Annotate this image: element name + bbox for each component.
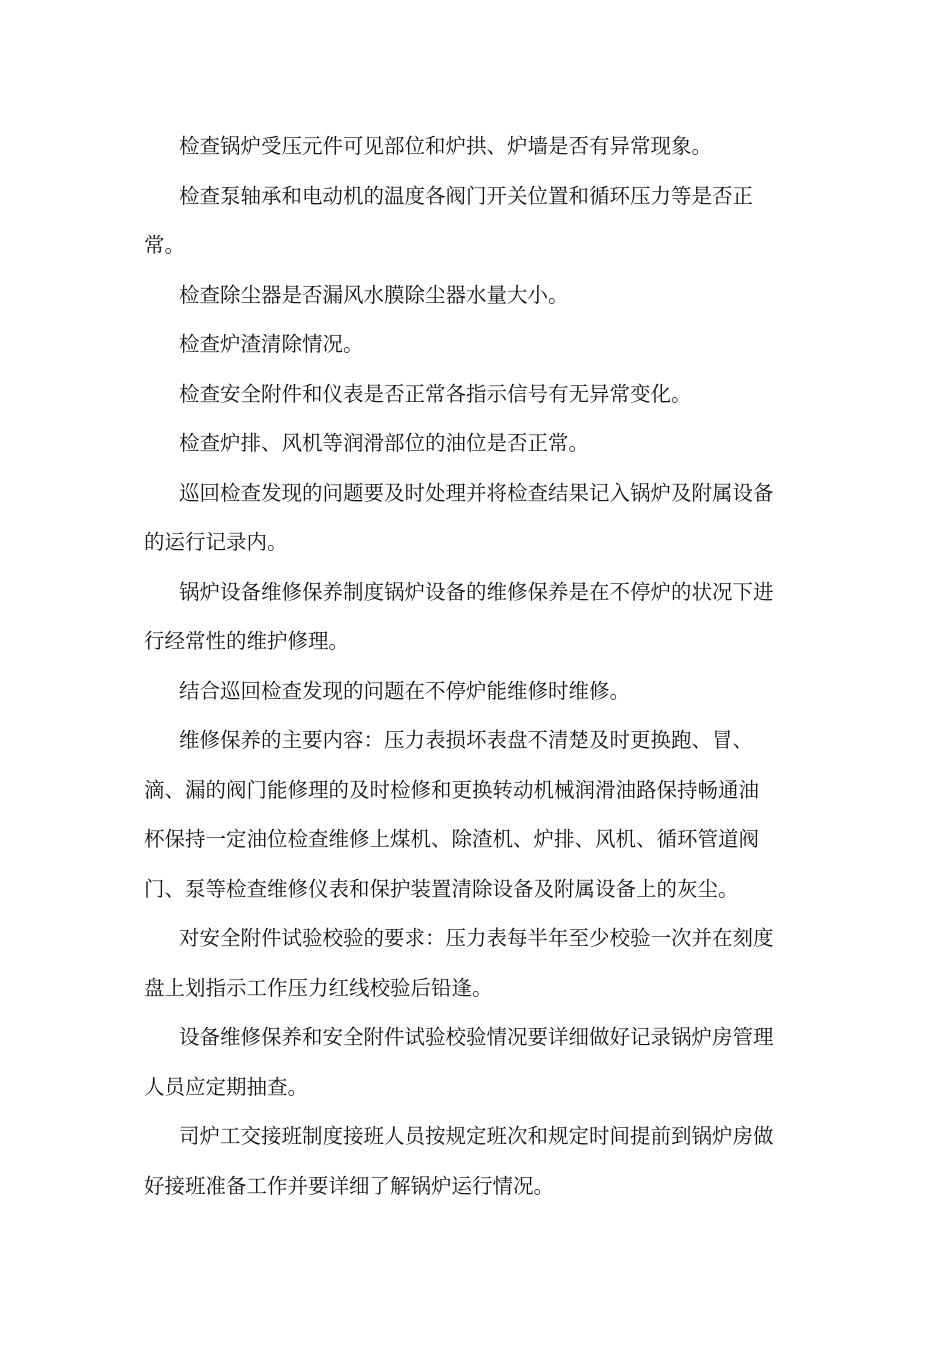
paragraph-13: 司炉工交接班制度接班人员按规定班次和规定时间提前到锅炉房做好接班准备工作并要详细了解锅炉运行情况。 — [144, 1124, 774, 1198]
paragraph-6: 检查炉排、风机等润滑部位的油位是否正常。 — [179, 431, 589, 455]
paragraph-8: 锅炉设备维修保养制度锅炉设备的维修保养是在不停炉的状况下进行经常性的维护修理。 — [144, 579, 774, 653]
paragraph-4: 检查炉渣清除情况。 — [179, 332, 364, 356]
paragraph-5: 检查安全附件和仪表是否正常各指示信号有无异常变化。 — [179, 381, 692, 406]
paragraph-7: 巡回检查发现的问题要及时处理并将检查结果记入锅炉及附属设备的运行记录内。 — [144, 480, 774, 554]
paragraph-11: 对安全附件试验校验的要求：压力表每半年至少校验一次并在刻度盘上划指示工作压力红线校验后铅逢。 — [144, 926, 774, 1000]
document-body — [144, 122, 774, 1211]
paragraph-9: 结合巡回检查发现的问题在不停炉能维修时维修。 — [179, 678, 630, 703]
paragraph-3: 检查除尘器是否漏风水膜除尘器水量大小。 — [179, 282, 569, 307]
paragraph-10: 维修保养的主要内容：压力表损坏表盘不清楚及时更换跑、冒、滴、漏的阀门能修理的及时检修和更换转动机械润滑油路保持畅通油杯保持一定油位检查维修上煤机、除渣机、炉排、风机、循环管道阀门、泵等检查维修仪表和保护装置清除设备及附属设备上的灰尘。 — [144, 728, 759, 901]
paragraph-12: 设备维修保养和安全附件试验校验情况要详细做好记录锅炉房管理人员应定期抽查。 — [144, 1025, 774, 1099]
paragraph-2: 检查泵轴承和电动机的温度各阀门开关位置和循环压力等是否正常。 — [144, 183, 753, 257]
paragraph-1: 检查锅炉受压元件可见部位和炉拱、炉墙是否有异常现象。 — [179, 134, 712, 158]
